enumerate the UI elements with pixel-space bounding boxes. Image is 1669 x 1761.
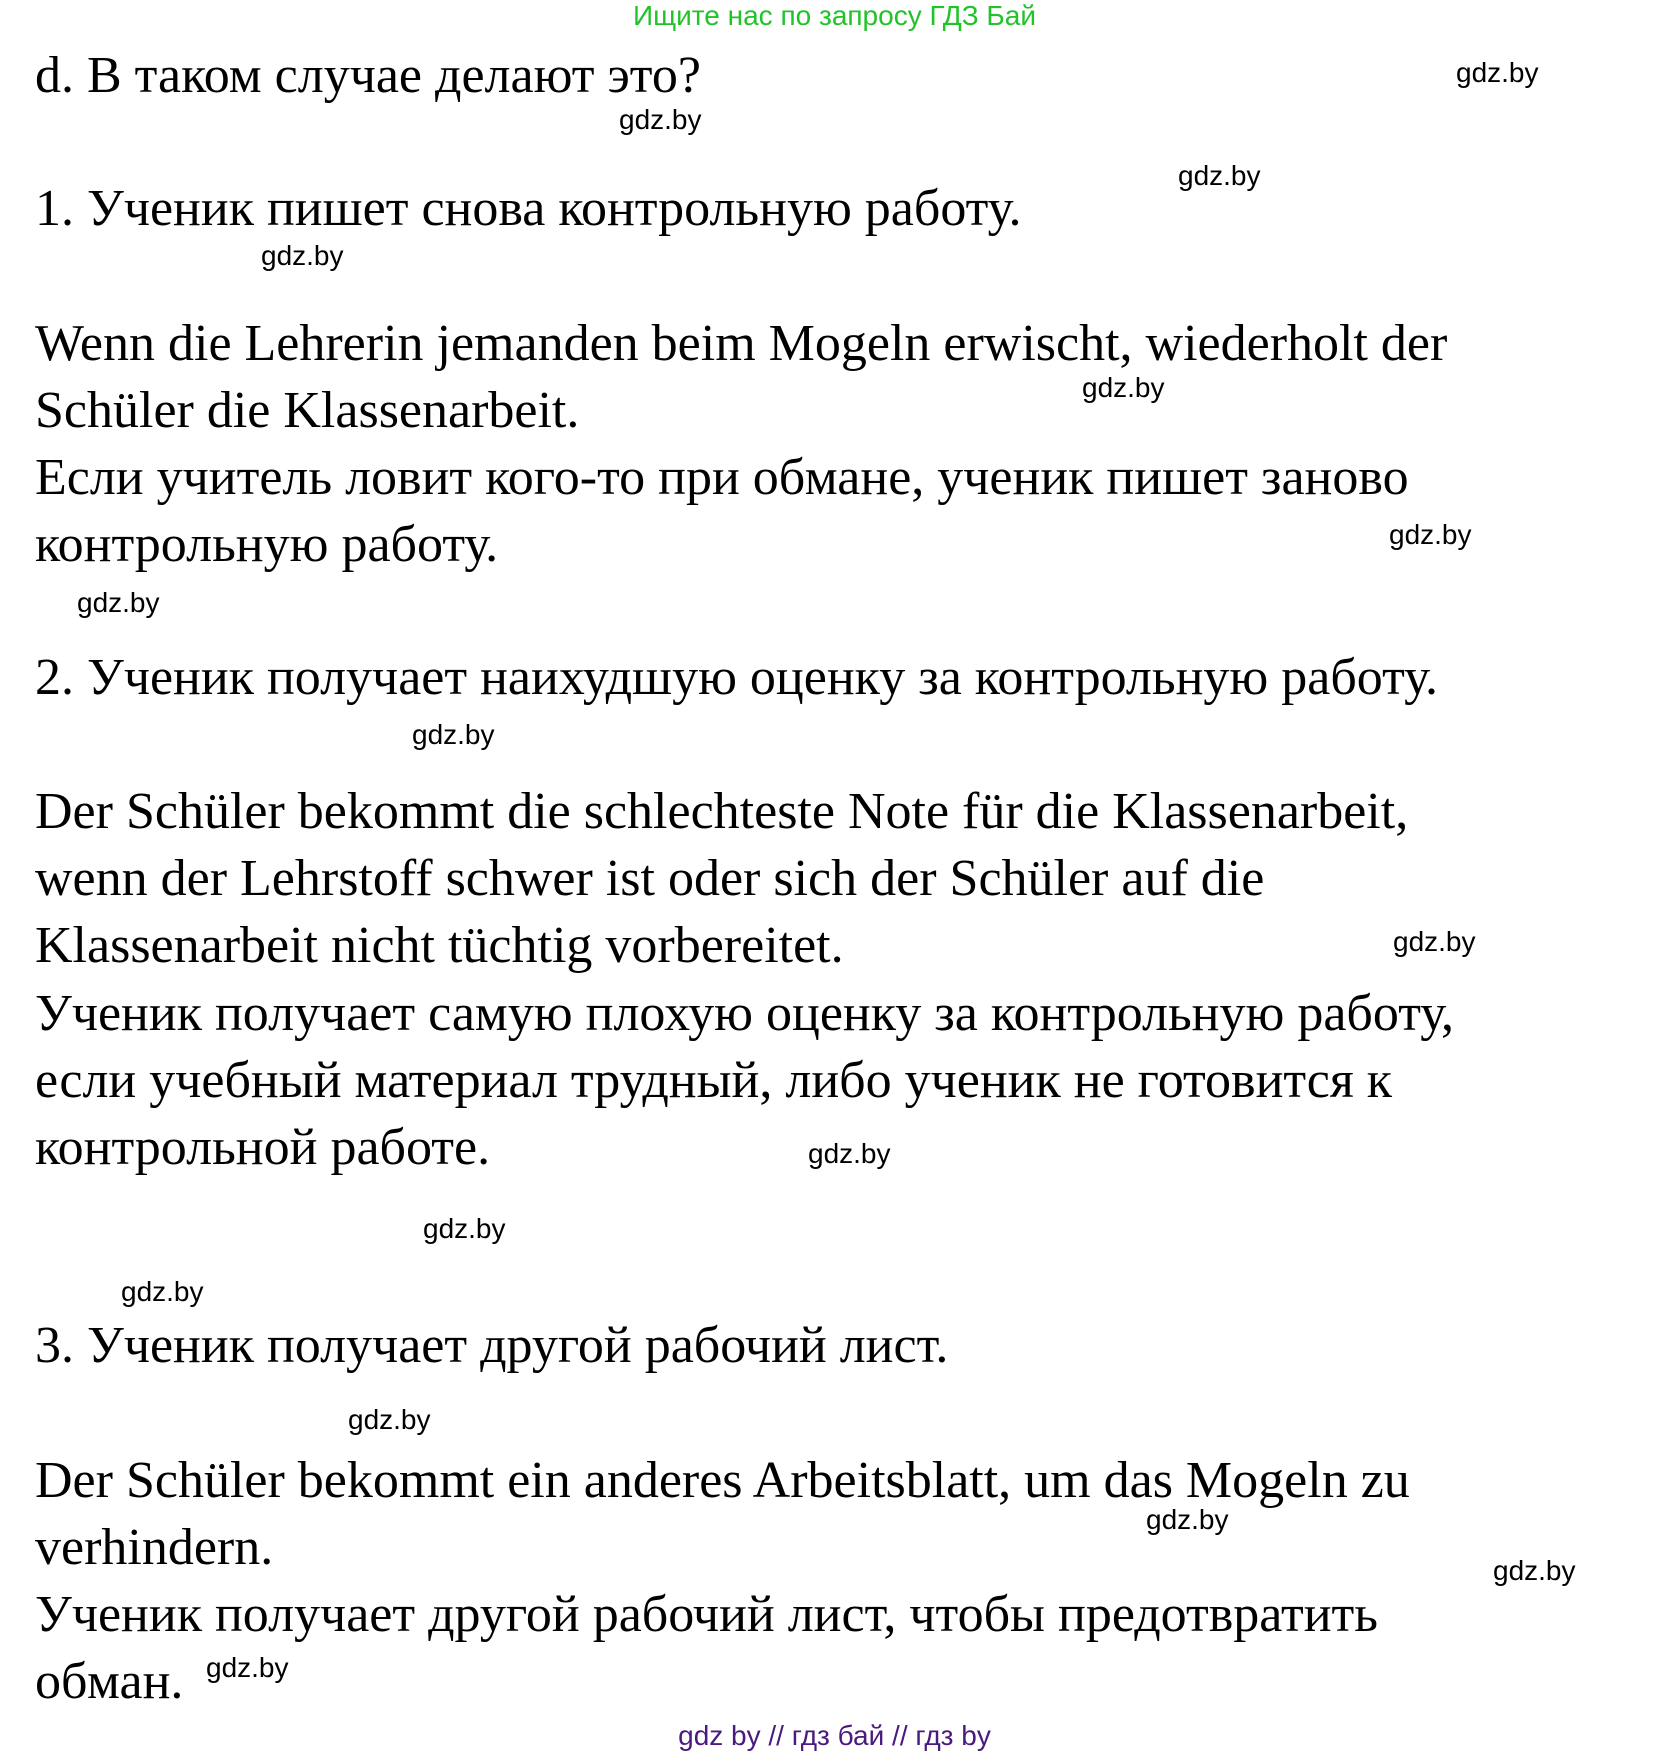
watermark: gdz.by: [1082, 372, 1165, 403]
watermark: gdz.by: [1178, 160, 1261, 191]
watermark: gdz.by: [412, 719, 495, 750]
watermark: gdz.by: [808, 1138, 891, 1169]
answer-2-ru-line: если учебный материал трудный, либо ученик не готовится к: [35, 1052, 1393, 1109]
search-hint-banner: Ищите нас по запросу ГДЗ Бай: [632, 0, 1037, 31]
answer-2-ru-line: контрольной работе.: [35, 1119, 491, 1176]
footer-watermark: gdz by // гдз бай // гдз by: [678, 1720, 991, 1751]
answer-2-ru-line: Ученик получает самую плохую оценку за контрольную работу,: [35, 985, 1455, 1042]
watermark: gdz.by: [619, 104, 702, 135]
watermark: gdz.by: [1456, 57, 1539, 88]
watermark: gdz.by: [1389, 519, 1472, 550]
answer-1-de-line: Schüler die Klassenarbeit.: [35, 382, 580, 439]
answer-2-de-line: Klassenarbeit nicht tüchtig vorbereitet.: [35, 917, 844, 974]
section-title: d. В таком случае делают это?: [35, 47, 701, 104]
watermark: gdz.by: [1393, 926, 1476, 957]
answer-3-ru-line: Ученик получает другой рабочий лист, чтобы предотвратить: [35, 1586, 1378, 1643]
watermark: gdz.by: [423, 1213, 506, 1244]
answer-1-ru-line: контрольную работу.: [35, 516, 499, 573]
watermark: gdz.by: [77, 587, 160, 618]
answer-1-de-line: Wenn die Lehrerin jemanden beim Mogeln erwischt, wiederholt der: [35, 315, 1448, 372]
answer-2-de-line: wenn der Lehrstoff schwer ist oder sich der Schüler auf die: [35, 850, 1265, 907]
answer-2-de-line: Der Schüler bekommt die schlechteste Note für die Klassenarbeit,: [35, 783, 1409, 840]
watermark: gdz.by: [121, 1276, 204, 1307]
answer-3-de-line: Der Schüler bekommt ein anderes Arbeitsblatt, um das Mogeln zu: [35, 1452, 1410, 1509]
question-2: 2. Ученик получает наихудшую оценку за контрольную работу.: [35, 649, 1438, 706]
answer-1-ru-line: Если учитель ловит кого-то при обмане, ученик пишет заново: [35, 449, 1409, 506]
answer-3-ru-line: обман.: [35, 1653, 184, 1710]
watermark: gdz.by: [261, 240, 344, 271]
answer-3-de-line: verhindern.: [35, 1519, 274, 1576]
watermark: gdz.by: [1146, 1504, 1229, 1535]
watermark: gdz.by: [348, 1404, 431, 1435]
watermark: gdz.by: [1493, 1555, 1576, 1586]
question-3: 3. Ученик получает другой рабочий лист.: [35, 1317, 949, 1374]
question-1: 1. Ученик пишет снова контрольную работу.: [35, 180, 1022, 237]
watermark: gdz.by: [206, 1652, 289, 1683]
